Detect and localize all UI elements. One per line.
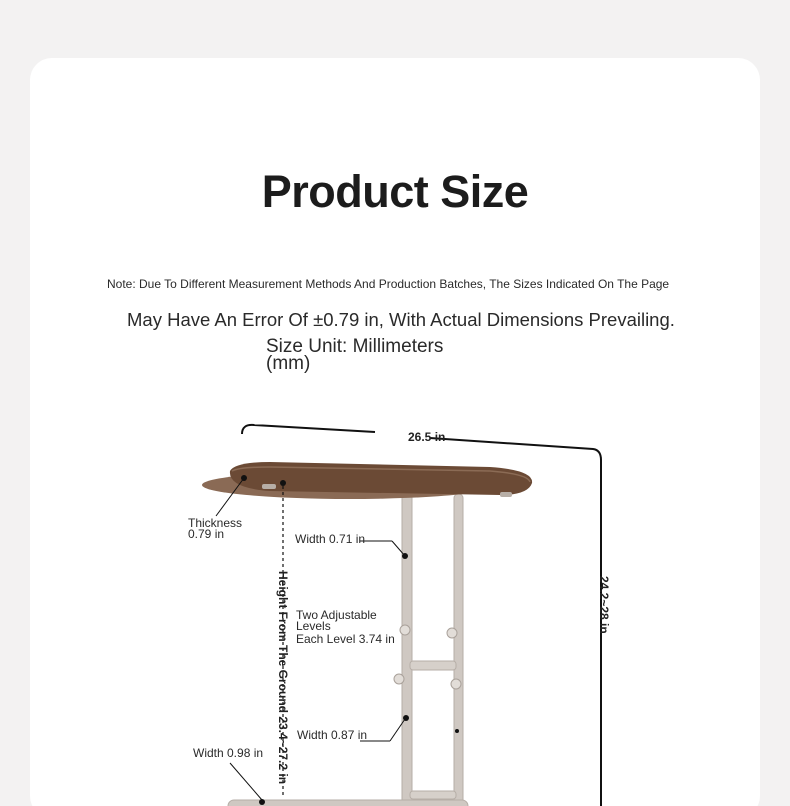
top-width-line-left (242, 425, 375, 434)
crossbar (410, 661, 456, 670)
adjustable-levels-label: Two Adjustable Levels (296, 608, 377, 633)
pole-right (454, 494, 463, 806)
adjust-knob (447, 628, 457, 638)
upper-pole-width-label: Width 0.71 in (295, 532, 366, 546)
size-unit-label: Size Unit: Millimeters (mm) (266, 336, 444, 374)
pole-left (402, 488, 412, 806)
adjust-knob (400, 625, 410, 635)
note-line-1: Note: Due To Different Measurement Methods And Production Batches, The Sizes Indicated On The Page (107, 277, 670, 291)
thickness-label: Thickness (188, 516, 243, 530)
base-width-label: Width 0.98 in (193, 746, 264, 760)
adjust-knob (394, 674, 404, 684)
ground-height-label: Height From The Ground 23.4~27.2 in (276, 571, 290, 785)
note-line-2: May Have An Error Of ±0.79 in, With Actual Dimensions Prevailing. (127, 309, 675, 330)
total-height-label: 24.2~28 in (597, 576, 611, 634)
crossbar-lower (410, 791, 456, 799)
page-title: Product Size (261, 166, 529, 217)
product-size-card (30, 58, 760, 806)
level-step-label: Each Level 3.74 in (296, 632, 395, 646)
thickness-value: 0.79 in (188, 527, 225, 541)
adjust-knob (451, 679, 461, 689)
table-diagram (30, 58, 760, 806)
lower-pole-width-label: Width 0.87 in (297, 728, 368, 742)
top-width-label: 26.5 in (408, 430, 446, 444)
